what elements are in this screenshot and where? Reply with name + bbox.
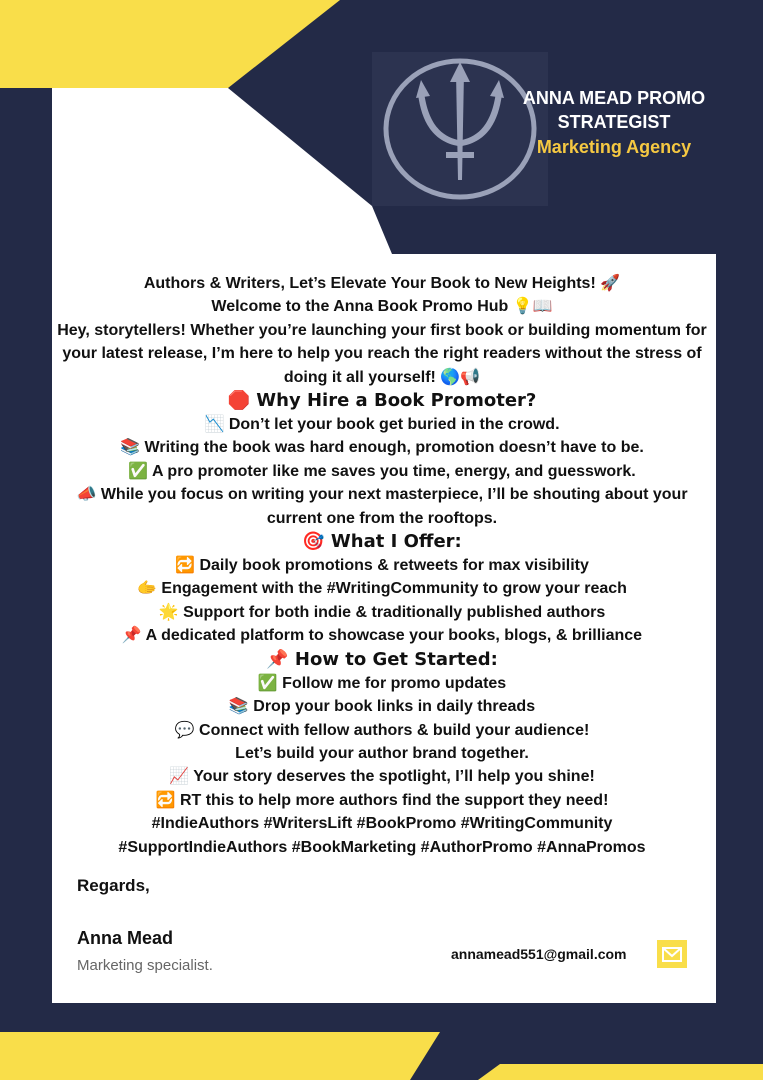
body-line: 📚 Drop your book links in daily threads: [228, 698, 536, 716]
section-heading: 📌 How to Get Started:: [266, 648, 498, 670]
brand-name-line1: ANNA MEAD PROMO: [522, 88, 706, 108]
signature-title: Marketing specialist.: [77, 957, 213, 974]
body-line: 🔁 RT this to help more authors find the support they need!: [155, 791, 609, 809]
body-line: 📣 While you focus on writing your next masterpiece, I’ll be shouting about your current one from the rooftops.: [76, 486, 688, 527]
body-line: Let’s build your author brand together.: [235, 744, 529, 762]
body-line: 🌟 Support for both indie & traditionally published authors: [158, 603, 606, 621]
body-line: #SupportIndieAuthors #BookMarketing #AuthorPromo #AnnaPromos: [118, 838, 646, 856]
bottom-yellow-band: [0, 1032, 440, 1080]
mail-icon[interactable]: [657, 940, 687, 968]
regards-text: Regards,: [77, 876, 150, 895]
body-line: 📉 Don’t let your book get buried in the crowd.: [204, 416, 560, 434]
brand-block: [500, 86, 728, 160]
body-line: ✅ Follow me for promo updates: [257, 674, 507, 692]
email-address[interactable]: annamead551@gmail.com: [451, 946, 627, 962]
signature-name: Anna Mead: [77, 928, 174, 948]
brand-name-line2: STRATEGIST: [557, 112, 671, 132]
body-line: 📌 A dedicated platform to showcase your books, blogs, & brilliance: [121, 627, 643, 645]
brand-tagline: Marketing Agency: [536, 137, 692, 157]
body-line: Welcome to the Anna Book Promo Hub 💡📖: [211, 298, 553, 316]
bottom-right-yellow-strip: [478, 1064, 763, 1080]
section-heading: 🛑 Why Hire a Book Promoter?: [227, 390, 537, 412]
body-line: #IndieAuthors #WritersLift #BookPromo #WritingCommunity: [151, 815, 613, 833]
body-line: 📈 Your story deserves the spotlight, I’ll help you shine!: [169, 768, 595, 786]
body-line: 🔁 Daily book promotions & retweets for max visibility: [175, 557, 589, 575]
body-line: 📚 Writing the book was hard enough, promotion doesn’t have to be.: [120, 439, 644, 457]
body-line: Authors & Writers, Let’s Elevate Your Book to New Heights! 🚀: [143, 275, 621, 292]
body-line: 🫱 Engagement with the #WritingCommunity to grow your reach: [137, 580, 627, 598]
body-line: 💬 Connect with fellow authors & build your audience!: [174, 721, 590, 739]
section-heading: 🎯 What I Offer:: [302, 531, 462, 553]
flyer-body: [52, 272, 712, 859]
body-line: ✅ A pro promoter like me saves you time, energy, and guesswork.: [128, 462, 636, 480]
body-line: Hey, storytellers! Whether you’re launching your first book or building momentum for your latest release, I’m here to help you reach the right readers without the stress of doing it all yourself! 🌎📢: [57, 321, 707, 386]
